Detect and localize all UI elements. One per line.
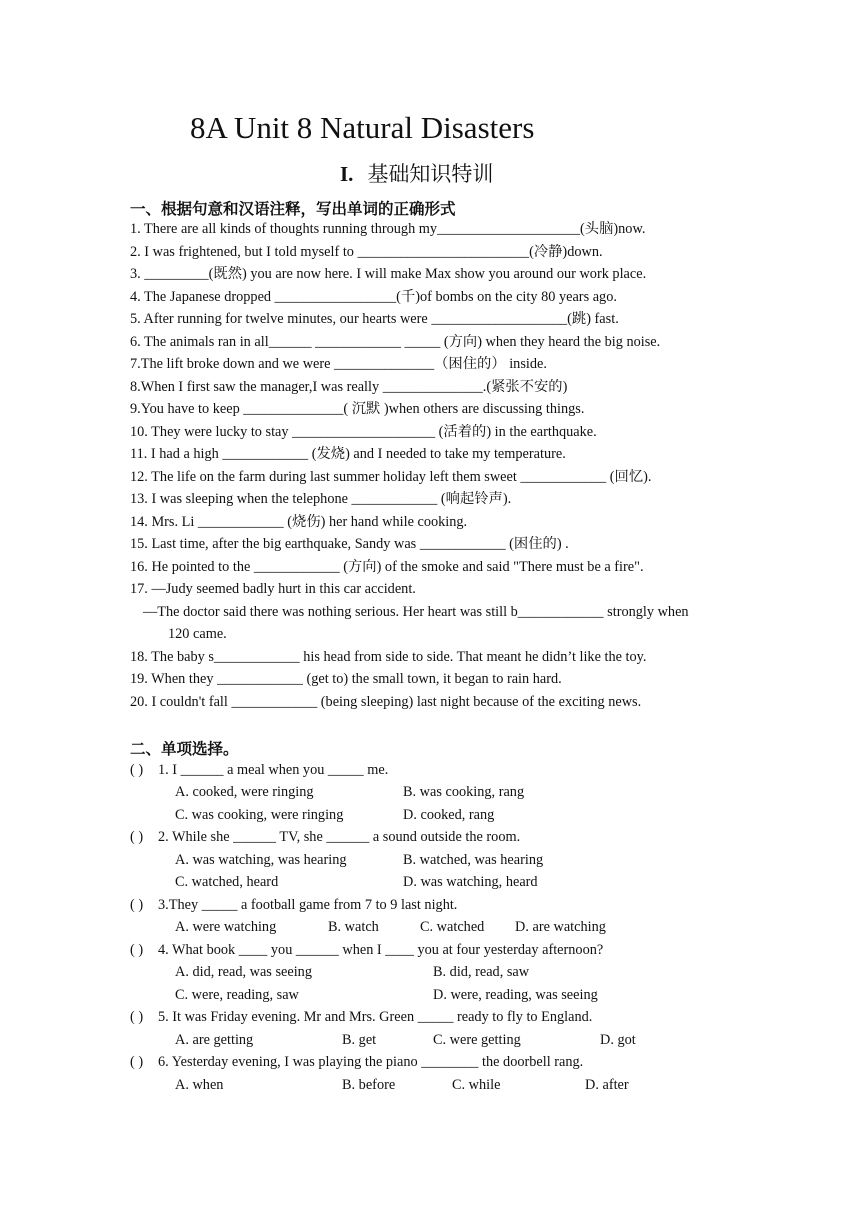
fill-in-item: 7.The lift broke down and we were ______________（困住的） inside. — [130, 356, 547, 372]
question-stem: 4. What book ____ you ______ when I ____ you at four yesterday afternoon? — [158, 942, 604, 958]
fill-in-item-continuation: 120 came. — [168, 626, 227, 642]
option-d: D. was watching, heard — [403, 874, 538, 890]
option-b: B. did, read, saw — [433, 964, 530, 980]
question-stem: 3.They _____ a football game from 7 to 9 last night. — [158, 897, 458, 913]
fill-in-item: 3. _________(既然) you are now here. I will make Max show you around our work place. — [130, 266, 647, 282]
question-stem: 1. I ______ a meal when you _____ me. — [158, 762, 389, 778]
option-b: B. was cooking, rang — [403, 784, 525, 800]
option-c: C. was cooking, were ringing — [175, 807, 344, 823]
answer-blank: ( ) — [130, 762, 144, 778]
fill-in-item: 9.You have to keep ______________( 沉默 )when others are discussing things. — [130, 401, 585, 417]
option-c: C. while — [452, 1077, 501, 1093]
fill-in-item: 16. He pointed to the ____________ (方向) of the smoke and said "There must be a fire". — [130, 559, 644, 575]
fill-in-item: 17. —Judy seemed badly hurt in this car accident. — [130, 581, 416, 597]
section1-heading: 一、根据句意和汉语注释，写出单词的正确形式 — [130, 200, 456, 218]
option-c: C. were, reading, saw — [175, 987, 299, 1003]
option-a: A. was watching, was hearing — [175, 852, 347, 868]
question-stem: 5. It was Friday evening. Mr and Mrs. Green _____ ready to fly to England. — [158, 1009, 593, 1025]
option-d: D. are watching — [515, 919, 606, 935]
option-d: D. were, reading, was seeing — [433, 987, 598, 1003]
option-a: A. were watching — [175, 919, 277, 935]
fill-in-item: 1. There are all kinds of thoughts running through my____________________(头脑)now. — [130, 221, 646, 237]
answer-blank: ( ) — [130, 942, 144, 958]
option-a: A. are getting — [175, 1032, 254, 1048]
fill-in-item: 10. They were lucky to stay ____________________ (活着的) in the earthquake. — [130, 424, 597, 440]
option-d: D. cooked, rang — [403, 807, 495, 823]
fill-in-item: 4. The Japanese dropped _________________(千)of bombs on the city 80 years ago. — [130, 289, 617, 305]
fill-in-item: 13. I was sleeping when the telephone ____________ (响起铃声). — [130, 491, 512, 507]
option-a: A. did, read, was seeing — [175, 964, 312, 980]
option-c: C. watched — [420, 919, 485, 935]
fill-in-item: 18. The baby s____________ his head from side to side. That meant he didn’t like the toy. — [130, 649, 647, 665]
question-stem: 6. Yesterday evening, I was playing the piano ________ the doorbell rang. — [158, 1054, 584, 1070]
fill-in-item: 20. I couldn't fall ____________ (being sleeping) last night because of the exciting news. — [130, 694, 642, 710]
option-c: C. watched, heard — [175, 874, 279, 890]
answer-blank: ( ) — [130, 897, 144, 913]
fill-in-item: 15. Last time, after the big earthquake, Sandy was ____________ (困住的) . — [130, 536, 569, 552]
fill-in-item: 19. When they ____________ (get to) the small town, it began to rain hard. — [130, 671, 562, 687]
fill-in-item: 2. I was frightened, but I told myself to ________________________(冷静)down. — [130, 244, 603, 260]
answer-blank: ( ) — [130, 1054, 144, 1070]
fill-in-item: 14. Mrs. Li ____________ (烧伤) her hand while cooking. — [130, 514, 468, 530]
option-d: D. after — [585, 1077, 629, 1093]
fill-in-item: 11. I had a high ____________ (发烧) and I needed to take my temperature. — [130, 446, 566, 462]
option-b: B. watched, was hearing — [403, 852, 544, 868]
fill-in-item: 12. The life on the farm during last summer holiday left them sweet ____________ (回忆). — [130, 469, 652, 485]
section2-heading: 二、单项选择。 — [130, 740, 239, 758]
fill-in-item-continuation: —The doctor said there was nothing serious. Her heart was still b____________ strongly when — [143, 604, 689, 620]
fill-in-item: 6. The animals ran in all______ ____________ _____ (方向) when they heard the big noise. — [130, 334, 661, 350]
option-b: B. watch — [328, 919, 379, 935]
answer-blank: ( ) — [130, 829, 144, 845]
option-c: C. were getting — [433, 1032, 521, 1048]
question-stem: 2. While she ______ TV, she ______ a sound outside the room. — [158, 829, 521, 845]
section-title — [340, 158, 493, 188]
fill-in-item: 5. After running for twelve minutes, our hearts were ___________________(跳) fast. — [130, 311, 619, 327]
section-title-text: 基础知识特训 — [367, 162, 494, 186]
answer-blank: ( ) — [130, 1009, 144, 1025]
section-roman-numeral: I. — [340, 162, 354, 186]
fill-in-item: 8.When I first saw the manager,I was really ______________.(紧张不安的) — [130, 379, 568, 395]
option-b: B. before — [342, 1077, 396, 1093]
option-b: B. get — [342, 1032, 377, 1048]
option-a: A. when — [175, 1077, 224, 1093]
page-title: 8A Unit 8 Natural Disasters — [190, 110, 535, 145]
option-a: A. cooked, were ringing — [175, 784, 314, 800]
option-d: D. got — [600, 1032, 636, 1048]
